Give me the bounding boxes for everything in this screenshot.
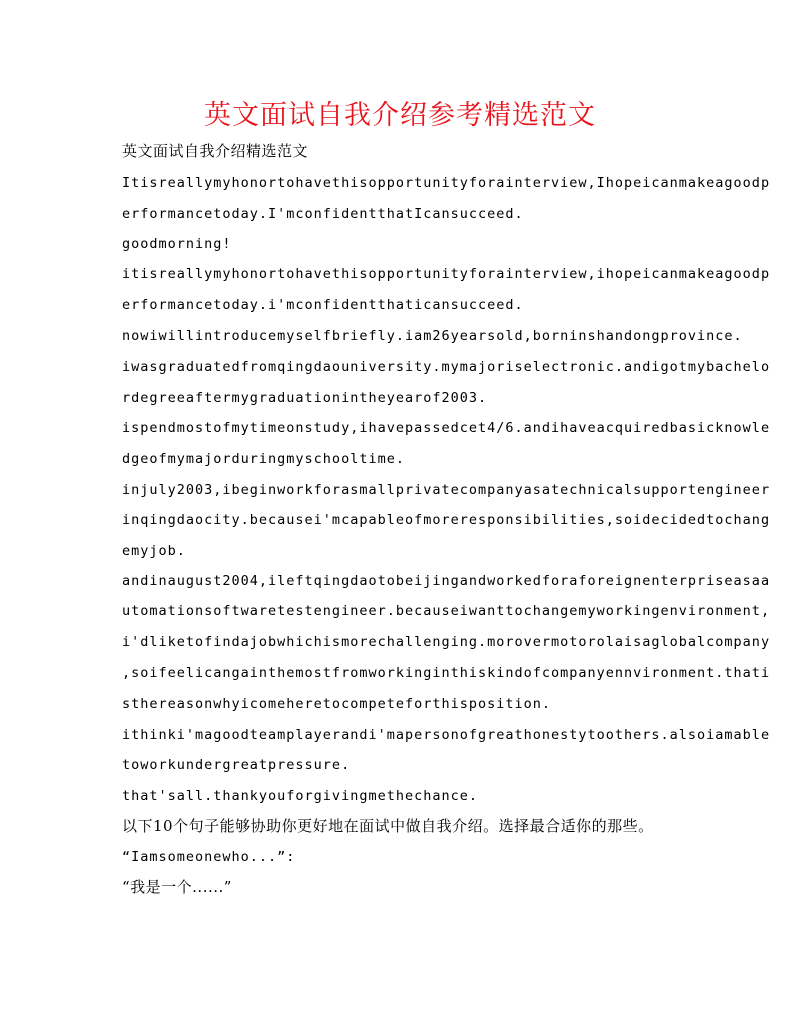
note-line: 以下10个句子能够协助你更好地在面试中做自我介绍。选择最合适你的那些。 [122,817,654,835]
subtitle: 英文面试自我介绍精选范文 [122,142,309,160]
body-line-21: that'sall.thankyouforgivingmethechance. [122,788,478,804]
quote-english: “Iamsomeonewho...”: [122,849,296,865]
body-line-3: goodmorning! [122,236,232,252]
page-title: 英文面试自我介绍参考精选范文 [204,100,596,131]
body-line-2: erformancetoday.I'mconfidentthatIcansucceed. [122,206,524,222]
body-line-16: i'dliketofindajobwhichismorechallenging.morovermotorolaisaglobalcompany [122,634,771,650]
body-line-13: emyjob. [122,543,186,559]
body-line-18: sthereasonwhyicomeheretocompeteforthisposition. [122,696,552,712]
body-line-20: toworkundergreatpressure. [122,757,351,773]
body-line-7: iwasgraduatedfromqingdaouniversity.mymajoriselectronic.andigotmybachelo [122,359,771,375]
body-line-1: Itisreallymyhonortohavethisopportunityforainterview,Ihopeicanmakeagoodp [122,175,771,191]
body-line-14: andinaugust2004,ileftqingdaotobeijingandworkedforaforeignenterpriseasaa [122,573,771,589]
body-line-9: ispendmostofmytimeonstudy,ihavepassedcet4/6.andihaveacquiredbasicknowle [122,420,771,436]
body-line-5: erformancetoday.i'mconfidentthaticansucceed. [122,297,524,313]
body-line-19: ithinki'magoodteamplayerandi'mapersonofgreathonestytoothers.alsoiamable [122,727,771,743]
body-line-12: inqingdaocity.becausei'mcapableofmoreresponsibilities,soidecidedtochang [122,512,771,528]
body-line-17: ,soifeelicangainthemostfromworkinginthiskindofcompanyennvironment.thati [122,665,771,681]
body-line-15: utomationsoftwaretestengineer.becauseiwanttochangemyworkingenvironment, [122,603,771,619]
body-line-8: rdegreeaftermygraduationintheyearof2003. [122,390,488,406]
body-line-10: dgeofmymajorduringmyschooltime. [122,451,405,467]
quote-chinese: “我是一个......” [122,878,232,896]
body-line-6: nowiwillintroducemyselfbriefly.iam26yearsold,borninshandongprovince. [122,328,743,344]
body-line-4: itisreallymyhonortohavethisopportunityforainterview,ihopeicanmakeagoodp [122,266,771,282]
body-line-11: injuly2003,ibeginworkforasmallprivatecompanyasatechnicalsupportengineer [122,482,771,498]
